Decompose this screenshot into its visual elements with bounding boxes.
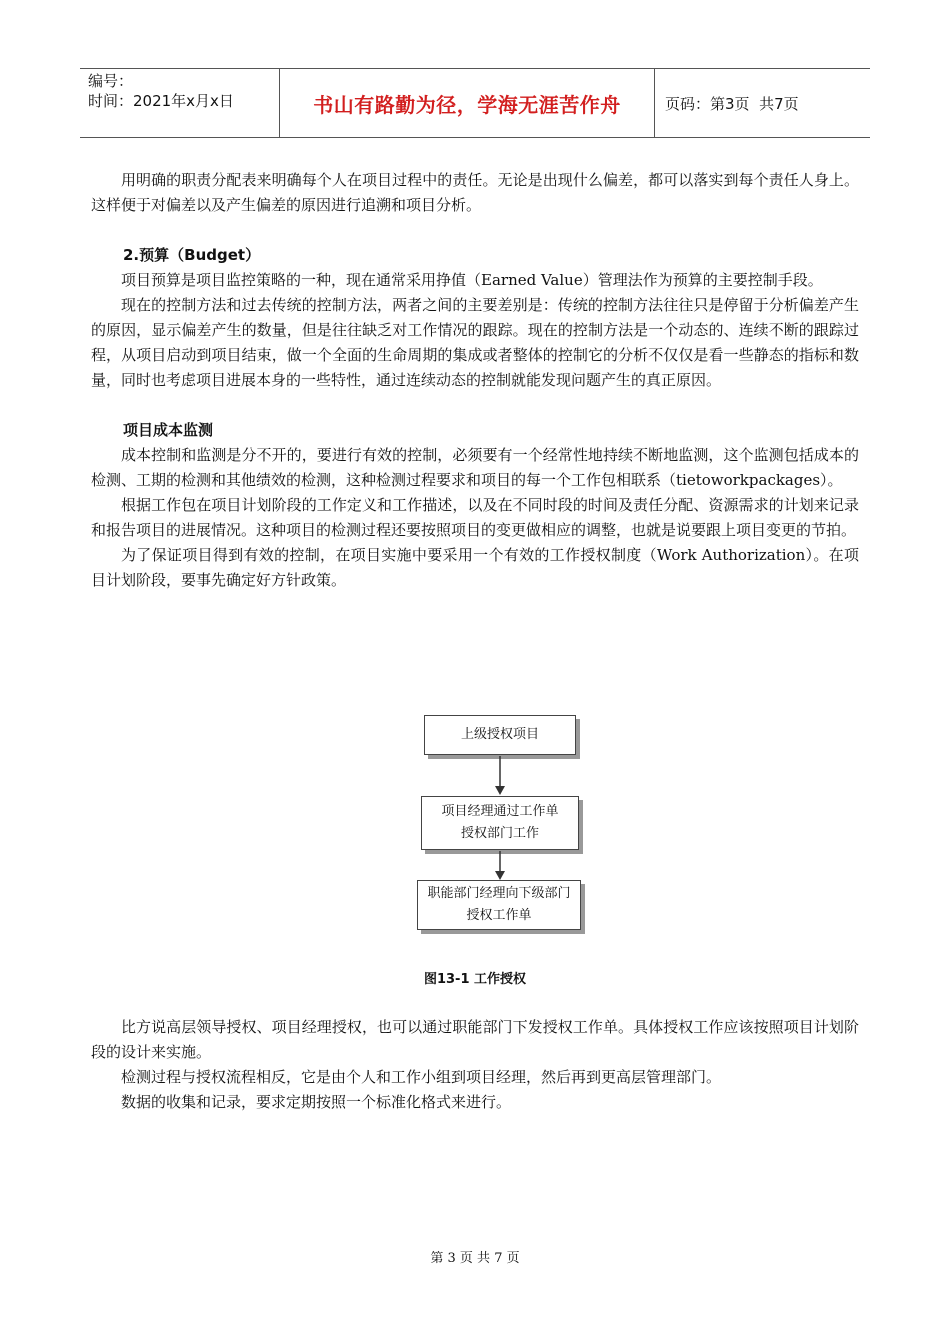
header-slogan: 书山有路勤为径，学海无涯苦作舟 [280,69,655,137]
page-footer: 第 3 页 共 7 页 [430,1251,520,1266]
work-authorization-flowchart [415,712,595,937]
header-time: 时间：2021年x月x日 [88,92,234,110]
paragraph: 数据的收集和记录，要求定期按照一个标准化格式来进行。 [121,1093,512,1111]
paragraph: 用明确的职责分配表来明确每个人在项目过程中的责任。无论是出现什么偏差，都可以落实到每个责任人身上。这样便于对偏差以及产生偏差的原因进行追溯和项目分析。 [91,171,859,214]
paragraph: 检测过程与授权流程相反，它是由个人和工作小组到项目经理，然后再到更高层管理部门。 [121,1068,722,1086]
paragraph: 比方说高层领导授权、项目经理授权，也可以通过职能部门下发授权工作单。具体授权工作应该按照项目计划阶段的设计来实施。 [91,1018,859,1061]
flow-box-dept-manager-authorizes [417,880,581,930]
main-content [91,168,859,593]
section-heading-budget: 2.预算（Budget） [123,246,261,264]
paragraph: 成本控制和监测是分不开的，要进行有效的控制，必须要有一个经常性地持续不断地监测，这个监测包括成本的检测、工期的检测和其他绩效的检测，这种检测过程要求和项目的每一个工作包相联系（tietoworkpackages）。 [91,446,859,489]
section-heading-cost-monitoring: 项目成本监测 [123,421,214,439]
figure-caption: 图13-1 工作授权 [423,972,527,987]
header-number: 编号： [88,72,134,90]
flow-arrow-down-icon [494,851,506,881]
main-content-continued [91,1015,859,1115]
flow-box-label: 授权部门工作 [460,826,539,841]
flow-arrow-down-icon [494,756,506,796]
header-page-info [655,69,870,137]
flow-box-label: 上级授权项目 [460,727,539,742]
paragraph: 为了保证项目得到有效的控制，在项目实施中要采用一个有效的工作授权制度（Work Authorization）。在项目计划阶段，要事先确定好方针政策。 [91,546,859,589]
flow-box-label: 职能部门经理向下级部门 [427,886,571,901]
paragraph: 现在的控制方法和过去传统的控制方法，两者之间的主要差别是：传统的控制方法往往只是停留于分析偏差产生的原因，显示偏差产生的数量，但是往往缺乏对工作情况的跟踪。现在的控制方法是一个动态的、连续不断的跟踪过程，从项目启动到项目结束，做一个全面的生命周期的集成或者整体的控制它的分析不仅仅是看一些静态的指标和数量，同时也考虑项目进展本身的一些特性，通过连续动态的控制就能发现问题产生的真正原因。 [91,296,859,389]
flow-box-superior-authorization [424,715,576,755]
flow-box-label: 项目经理通过工作单 [441,804,559,819]
paragraph: 根据工作包在项目计划阶段的工作定义和工作描述，以及在不同时段的时间及责任分配、资源需求的计划来记录和报告项目的进展情况。这种项目的检测过程还要按照项目的变更做相应的调整，也就是说要跟上项目变更的节拍。 [91,496,859,539]
paragraph: 项目预算是项目监控策略的一种，现在通常采用挣值（Earned Value）管理法作为预算的主要控制手段。 [121,271,823,289]
document-header [80,68,870,138]
flow-box-label: 授权工作单 [466,908,532,923]
header-page-label: 页码：第3页 共7页 [665,94,799,113]
header-meta [80,69,280,137]
flow-box-pm-authorizes-department [421,796,579,850]
